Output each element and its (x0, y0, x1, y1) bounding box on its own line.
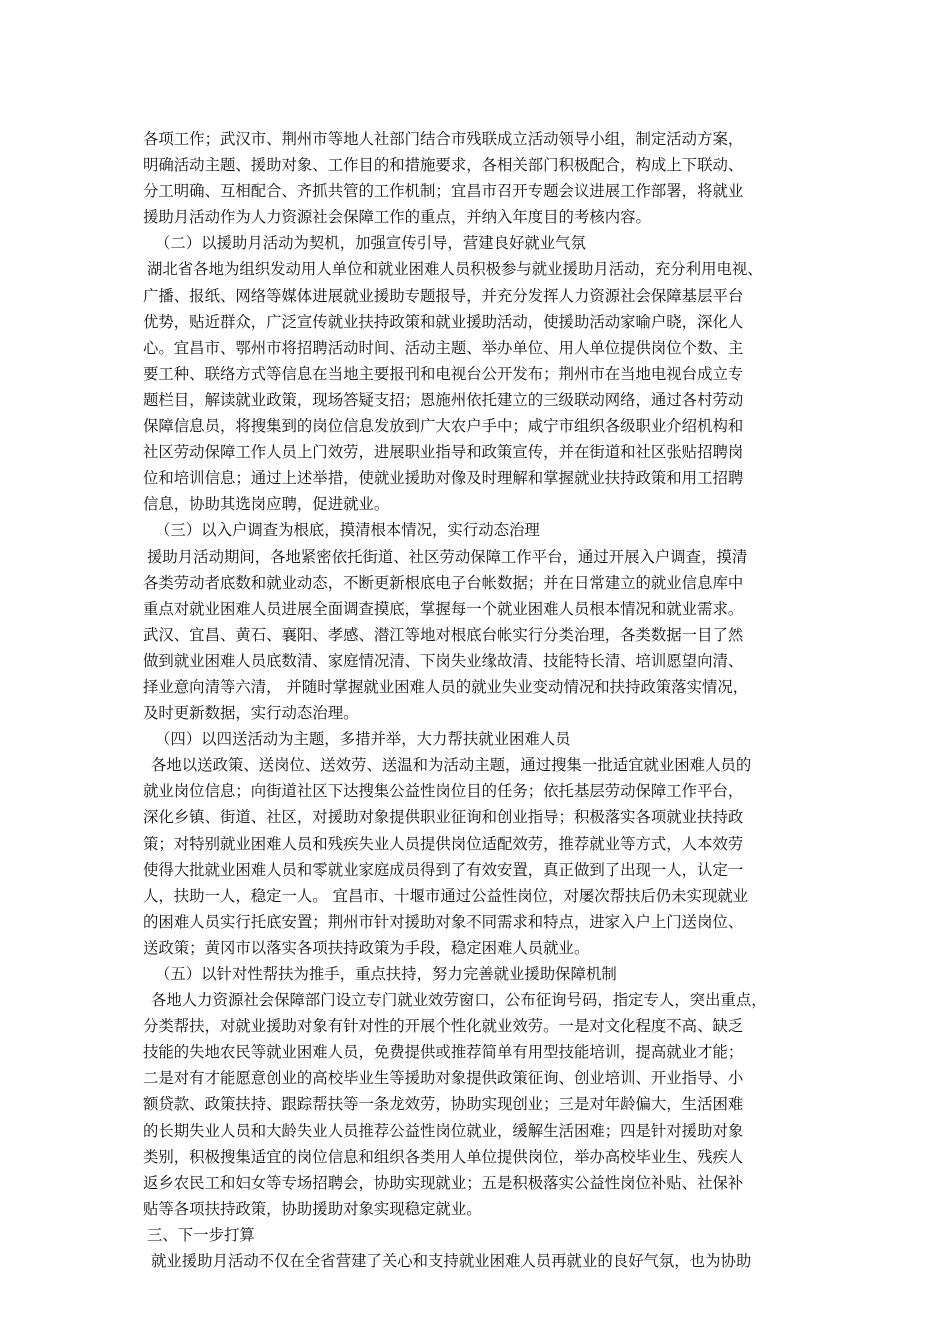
text-line: 送政策；黄冈市以落实各项扶持政策为手段，稳定困难人员就业。 (143, 938, 590, 957)
text-line: 各项工作；武汉市、荆州市等地人社部门结合市残联成立活动领导小组，制定活动方案， (143, 130, 744, 148)
text-line: 各类劳动者底数和就业动态，不断更新根底电子台帐数据；并在日常建立的就业信息库中 (143, 573, 744, 592)
text-line: 人，扶助一人，稳定一人。 宜昌市、十堰市通过公益性岗位，对屡次帮扶后仍未实现就业 (143, 886, 749, 905)
text-line: 额贷款、政策扶持、跟踪帮扶等一条龙效劳，协助实现创业；三是对年龄偏大，生活困难 (143, 1095, 744, 1114)
text-line: 贴等各项扶持政策，协助援助对象实现稳定就业。 (143, 1199, 482, 1218)
section-heading-5: （五）以针对性帮扶为推手，重点扶持，努力完善就业援助保障机制 (155, 965, 617, 983)
paragraph-start: 就业援助月活动不仅在全省营建了关心和支持就业困难人员再就业的良好气氛，也为协助 (151, 1252, 752, 1271)
section-heading-4: （四）以四送活动为主题，多措并举，大力帮扶就业困难人员 (155, 730, 571, 749)
text-line: 类别，积极搜集适宜的岗位信息和组织各类用人单位提供岗位，举办高校毕业生、残疾人 (143, 1147, 744, 1166)
text-line: 技能的失地农民等就业困难人员，免费提供或推荐简单有用型技能培训，提高就业才能； (143, 1043, 744, 1062)
paragraph-start: 援助月活动期间，各地紧密依托街道、社区劳动保障工作平台，通过开展入户调查，摸清 (147, 547, 748, 566)
text-line: 社区劳动保障工作人员上门效劳，进展职业指导和政策宣传，并在街道和社区张贴招聘岗 (143, 443, 744, 462)
document-body (143, 126, 811, 1274)
text-line: 明确活动主题、援助对象、工作目的和措施要求，各相关部门积极配合，构成上下联动、 (143, 156, 744, 175)
text-line: 就业岗位信息；向街道社区下达搜集公益性岗位目的任务；依托基层劳动保障工作平台， (143, 782, 744, 801)
section-heading-next-steps: 三、下一步打算 (147, 1225, 255, 1244)
text-line: 广播、报纸、网络等媒体进展就业援助专题报导，并充分发挥人力资源社会保障基层平台 (143, 286, 744, 305)
text-line: 信息，协助其选岗应聘，促进就业。 (143, 495, 390, 514)
paragraph-start: 各地人力资源社会保障部门设立专门就业效劳窗口，公布征询号码，指定专人，突出重点， (151, 991, 767, 1010)
text-line: 分类帮扶，对就业援助对象有针对性的开展个性化就业效劳。一是对文化程度不高、缺乏 (143, 1017, 744, 1036)
text-line: 使得大批就业困难人员和零就业家庭成员得到了有效安置，真正做到了出现一人，认定一 (143, 860, 744, 879)
text-line: 优势，贴近群众，广泛宣传就业扶持政策和就业援助活动，使援助活动家喻户晓，深化人 (143, 312, 744, 331)
text-line: 择业意向清等六清， 并随时掌握就业困难人员的就业失业变动情况和扶持政策落实情况， (143, 677, 749, 696)
text-line: 分工明确、互相配合、齐抓共管的工作机制；宜昌市召开专题会议进展工作部署，将就业 (143, 182, 744, 201)
section-heading-3: （三）以入户调查为根底，摸清根本情况，实行动态治理 (155, 521, 540, 540)
paragraph-start: 各地以送政策、送岗位、送效劳、送温和为活动主题，通过搜集一批适宜就业困难人员的 (151, 756, 752, 775)
section-heading-2: （二）以援助月活动为契机，加强宣传引导，营建良好就业气氛 (155, 234, 586, 253)
paragraph-start: 湖北省各地为组织发动用人单位和就业困难人员积极参与就业援助月活动，充分利用电视、 (147, 260, 763, 279)
text-line: 二是对有才能愿意创业的高校毕业生等援助对象提供政策征询、创业培训、开业指导、小 (143, 1069, 744, 1088)
text-line: 要工种、联络方式等信息在当地主要报刊和电视台公开发布；荆州市在当地电视台成立专 (143, 364, 744, 383)
text-line: 心。宜昌市、鄂州市将招聘活动时间、活动主题、举办单位、用人单位提供岗位个数、主 (143, 338, 744, 357)
text-line: 位和培训信息；通过上述举措，使就业援助对像及时理解和掌握就业扶持政策和用工招聘 (143, 469, 744, 488)
text-line: 题栏目，解读就业政策，现场答疑支招；恩施州依托建立的三级联动网络，通过各村劳动 (143, 390, 744, 409)
text-line: 深化乡镇、街道、社区，对援助对象提供职业征询和创业指导；积极落实各项就业扶持政 (143, 808, 744, 827)
text-line: 策；对特别就业困难人员和残疾失业人员提供岗位适配效劳，推荐就业等方式，人本效劳 (143, 834, 744, 853)
text-line: 的长期失业人员和大龄失业人员推荐公益性岗位就业，缓解生活困难；四是针对援助对象 (143, 1121, 744, 1140)
text-line: 的困难人员实行托底安置；荆州市针对援助对象不同需求和特点，进家入户上门送岗位、 (143, 912, 744, 931)
text-line: 武汉、宜昌、黄石、襄阳、孝感、潜江等地对根底台帐实行分类治理，各类数据一目了然 (143, 625, 744, 644)
text-line: 做到就业困难人员底数清、家庭情况清、下岗失业缘故清、技能特长清、培训愿望向清、 (143, 651, 744, 670)
text-line: 重点对就业困难人员进展全面调查摸底，掌握每一个就业困难人员根本情况和就业需求。 (143, 599, 744, 618)
text-line: 援助月活动作为人力资源社会保障工作的重点，并纳入年度目的考核内容。 (143, 208, 651, 227)
text-line: 返乡农民工和妇女等专场招聘会，协助实现就业；五是积极落实公益性岗位补贴、社保补 (143, 1173, 744, 1192)
text-line: 保障信息员，将搜集到的岗位信息发放到广大农户手中；咸宁市组织各级职业介绍机构和 (143, 417, 744, 436)
text-line: 及时更新数据，实行动态治理。 (143, 704, 359, 723)
